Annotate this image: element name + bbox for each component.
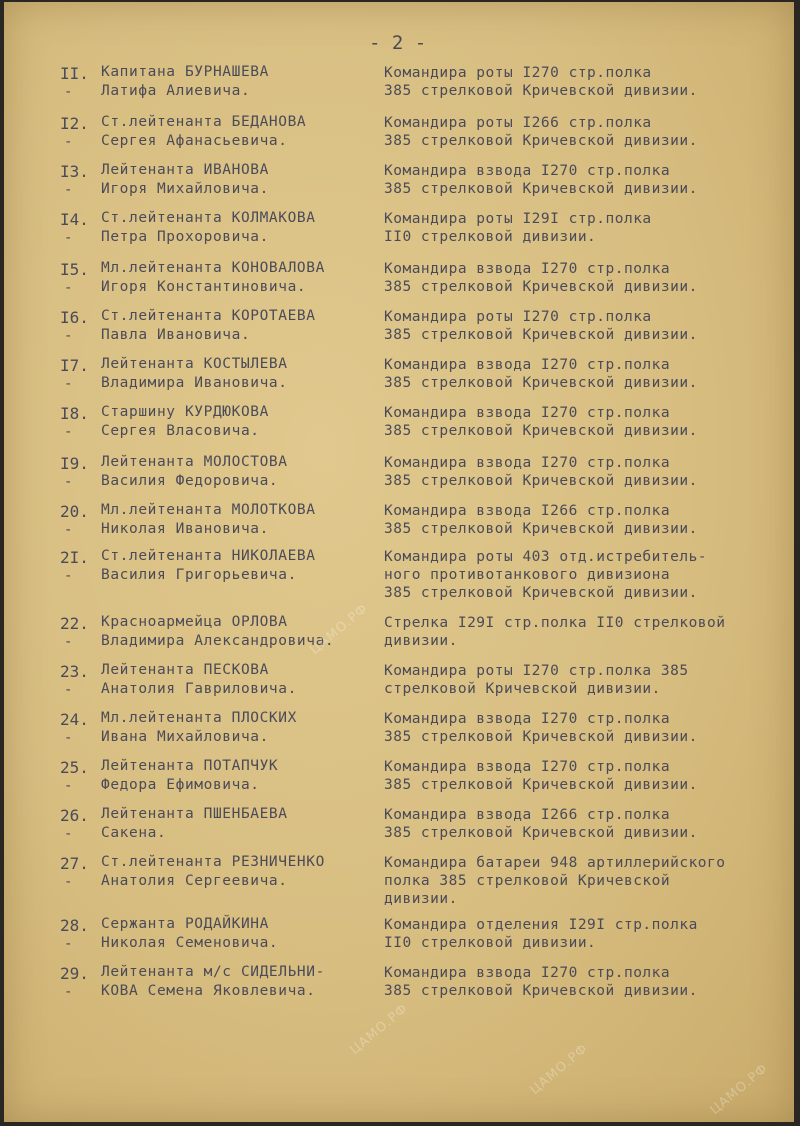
entry-position-line: 385 стрелковой Кричевской дивизии. xyxy=(384,327,698,343)
entry-position xyxy=(384,454,698,490)
entry-position-line: 385 стрелковой Кричевской дивизии. xyxy=(384,585,698,601)
entry-number: 29. xyxy=(60,964,89,983)
entry-position-line: 385 стрелковой Кричевской дивизии. xyxy=(384,777,698,793)
entry-position-line: ного противотанкового дивизиона xyxy=(384,567,671,583)
entry-dash: - xyxy=(64,984,73,1000)
entry-name-line2: Латифа Алиевича. xyxy=(101,83,251,99)
entry-name-line2: Сакена. xyxy=(101,825,167,841)
entry-name-line2: КОВА Семена Яковлевича. xyxy=(101,983,316,999)
entry-position-line: Стрелка I29I стр.полка II0 стрелковой xyxy=(384,615,726,631)
entry-position xyxy=(384,548,707,602)
entry-position-line: стрелковой Кричевской дивизии. xyxy=(384,681,661,697)
entry-name-line2: Николая Ивановича. xyxy=(101,521,269,537)
entry-position-line: Командира взвода I270 стр.полка xyxy=(384,711,671,727)
entry-position-line: 385 стрелковой Кричевской дивизии. xyxy=(384,181,698,197)
entry-position xyxy=(384,758,698,794)
entry-position-line: Командира отделения I29I стр.полка xyxy=(384,917,698,933)
entry-name-line1: Мл.лейтенанта МОЛОТКОВА xyxy=(101,502,316,518)
entry-name-line1: Ст.лейтенанта РЕЗНИЧЕНКО xyxy=(101,854,325,870)
entry-number: II. xyxy=(60,64,89,83)
entry-position-line: 385 стрелковой Кричевской дивизии. xyxy=(384,83,698,99)
entry-number: I8. xyxy=(60,404,89,423)
watermark: ЦАМО.РФ xyxy=(527,1041,592,1098)
entry-position-line: Командира взвода I270 стр.полка xyxy=(384,965,671,981)
entry-name-line2: Анатолия Сергеевича. xyxy=(101,873,288,889)
entry-position xyxy=(384,210,652,246)
entry-name-line1: Сержанта РОДАЙКИНА xyxy=(101,916,269,932)
entry-dash: - xyxy=(64,230,73,246)
entry-position-line: дивизии. xyxy=(384,633,458,649)
entry-name-line2: Павла Ивановича. xyxy=(101,327,251,343)
entry-name-line1: Мл.лейтенанта КОНОВАЛОВА xyxy=(101,260,325,276)
entry-position-line: Командира роты I29I стр.полка xyxy=(384,211,652,227)
entry-position-line: 385 стрелковой Кричевской дивизии. xyxy=(384,133,698,149)
entry-number: 26. xyxy=(60,806,89,825)
entry-name-line1: Лейтенанта ПШЕНБАЕВА xyxy=(101,806,288,822)
entry-number: 20. xyxy=(60,502,89,521)
entry-dash: - xyxy=(64,84,73,100)
entry-dash: - xyxy=(64,936,73,952)
entry-position-line: 385 стрелковой Кричевской дивизии. xyxy=(384,375,698,391)
entry-number: I5. xyxy=(60,260,89,279)
entry-number: 24. xyxy=(60,710,89,729)
entry-name-line1: Лейтенанта ИВАНОВА xyxy=(101,162,269,178)
entry-name-line1: Ст.лейтенанта КОЛМАКОВА xyxy=(101,210,316,226)
entry-dash: - xyxy=(64,634,73,650)
entry-position-line: 385 стрелковой Кричевской дивизии. xyxy=(384,521,698,537)
entry-name-line1: Лейтенанта ПОТАПЧУК xyxy=(101,758,279,774)
entry-name-line1: Ст.лейтенанта КОРОТАЕВА xyxy=(101,308,316,324)
watermark: ЦАМО.РФ xyxy=(307,601,372,658)
entry-position-line: Командира роты I266 стр.полка xyxy=(384,115,652,131)
entry-number: I6. xyxy=(60,308,89,327)
entry-name-line2: Игоря Константиновича. xyxy=(101,279,307,295)
entry-position-line: дивизии. xyxy=(384,891,458,907)
entry-number: I4. xyxy=(60,210,89,229)
entry-position xyxy=(384,64,698,100)
entry-number: I2. xyxy=(60,114,89,133)
entry-name-line2: Владимира Ивановича. xyxy=(101,375,288,391)
entry-name-line2: Сергея Власовича. xyxy=(101,423,260,439)
entry-name-line1: Мл.лейтенанта ПЛОСКИХ xyxy=(101,710,297,726)
entry-position xyxy=(384,854,726,908)
entry-position-line: Командира роты I270 стр.полка xyxy=(384,65,652,81)
entry-dash: - xyxy=(64,730,73,746)
entry-name-line2: Владимира Александровича. xyxy=(101,633,335,649)
entry-position-line: Командира роты I270 стр.полка 385 xyxy=(384,663,689,679)
entry-name-line1: Красноармейца ОРЛОВА xyxy=(101,614,288,630)
entry-name-line1: Лейтенанта ПЕСКОВА xyxy=(101,662,269,678)
entry-name-line1: Старшину КУРДЮКОВА xyxy=(101,404,269,420)
entry-name-line2: Николая Семеновича. xyxy=(101,935,279,951)
entry-position xyxy=(384,114,698,150)
entry-number: I7. xyxy=(60,356,89,375)
entry-name-line2: Федора Ефимовича. xyxy=(101,777,260,793)
watermark: ЦАМО.РФ xyxy=(707,1061,772,1118)
entry-position-line: Командира взвода I270 стр.полка xyxy=(384,163,671,179)
entry-position-line: 385 стрелковой Кричевской дивизии. xyxy=(384,825,698,841)
entry-position-line: II0 стрелковой дивизии. xyxy=(384,229,597,245)
entry-position-line: 385 стрелковой Кричевской дивизии. xyxy=(384,729,698,745)
entry-position xyxy=(384,308,698,344)
entry-position xyxy=(384,162,698,198)
entry-number: 25. xyxy=(60,758,89,777)
entry-position-line: 385 стрелковой Кричевской дивизии. xyxy=(384,473,698,489)
entry-position-line: 385 стрелковой Кричевской дивизии. xyxy=(384,423,698,439)
entry-position xyxy=(384,356,698,392)
entry-name-line2: Ивана Михайловича. xyxy=(101,729,269,745)
entry-name-line2: Игоря Михайловича. xyxy=(101,181,269,197)
entry-dash: - xyxy=(64,280,73,296)
watermark: ЦАМО.РФ xyxy=(347,1001,412,1058)
entry-position xyxy=(384,502,698,538)
entry-name-line1: Лейтенанта КОСТЫЛЕВА xyxy=(101,356,288,372)
entry-position xyxy=(384,710,698,746)
entry-dash: - xyxy=(64,424,73,440)
entry-name-line1: Лейтенанта МОЛОСТОВА xyxy=(101,454,288,470)
entry-position-line: II0 стрелковой дивизии. xyxy=(384,935,597,951)
entry-name-line2: Василия Федоровича. xyxy=(101,473,279,489)
entry-name-line2: Сергея Афанасьевича. xyxy=(101,133,288,149)
entry-position xyxy=(384,806,698,842)
entry-position xyxy=(384,614,726,650)
entry-position xyxy=(384,260,698,296)
entry-name-line1: Капитана БУРНАШЕВА xyxy=(101,64,269,80)
entry-dash: - xyxy=(64,474,73,490)
entry-position-line: Командира роты I270 стр.полка xyxy=(384,309,652,325)
page-number: - 2 - xyxy=(369,32,427,54)
entry-position-line: Командира батареи 948 артиллерийского xyxy=(384,855,726,871)
entry-dash: - xyxy=(64,874,73,890)
entry-position-line: Командира взвода I270 стр.полка xyxy=(384,455,671,471)
entry-position xyxy=(384,916,698,952)
entry-position-line: 385 стрелковой Кричевской дивизии. xyxy=(384,983,698,999)
entry-number: I9. xyxy=(60,454,89,473)
entry-number: 27. xyxy=(60,854,89,873)
entry-name-line1: Ст.лейтенанта НИКОЛАЕВА xyxy=(101,548,316,564)
entry-dash: - xyxy=(64,826,73,842)
entry-dash: - xyxy=(64,682,73,698)
entry-position xyxy=(384,964,698,1000)
entry-number: I3. xyxy=(60,162,89,181)
entry-position-line: Командира взвода I270 стр.полка xyxy=(384,357,671,373)
entry-number: 22. xyxy=(60,614,89,633)
entry-position-line: 385 стрелковой Кричевской дивизии. xyxy=(384,279,698,295)
entry-dash: - xyxy=(64,568,73,584)
entry-position xyxy=(384,662,689,698)
entry-position-line: Командира роты 403 отд.истребитель- xyxy=(384,549,708,565)
entry-position-line: Командира взвода I270 стр.полка xyxy=(384,261,671,277)
entry-number: 28. xyxy=(60,916,89,935)
entry-position-line: Командира взвода I270 стр.полка xyxy=(384,759,671,775)
entry-name-line2: Петра Прохоровича. xyxy=(101,229,269,245)
entry-name-line2: Василия Григорьевича. xyxy=(101,567,297,583)
entry-name-line1: Лейтенанта м/с СИДЕЛЬНИ- xyxy=(101,964,325,980)
entry-position-line: Командира взвода I266 стр.полка xyxy=(384,807,671,823)
entry-dash: - xyxy=(64,522,73,538)
entry-dash: - xyxy=(64,778,73,794)
entry-position-line: полка 385 стрелковой Кричевской xyxy=(384,873,671,889)
entry-dash: - xyxy=(64,134,73,150)
document-page xyxy=(4,2,794,1122)
entry-position-line: Командира взвода I270 стр.полка xyxy=(384,405,671,421)
entry-number: 23. xyxy=(60,662,89,681)
entry-name-line1: Ст.лейтенанта БЕДАНОВА xyxy=(101,114,307,130)
entry-position-line: Командира взвода I266 стр.полка xyxy=(384,503,671,519)
entry-dash: - xyxy=(64,376,73,392)
entry-dash: - xyxy=(64,328,73,344)
entry-number: 2I. xyxy=(60,548,89,567)
entry-name-line2: Анатолия Гавриловича. xyxy=(101,681,297,697)
entry-dash: - xyxy=(64,182,73,198)
entry-position xyxy=(384,404,698,440)
